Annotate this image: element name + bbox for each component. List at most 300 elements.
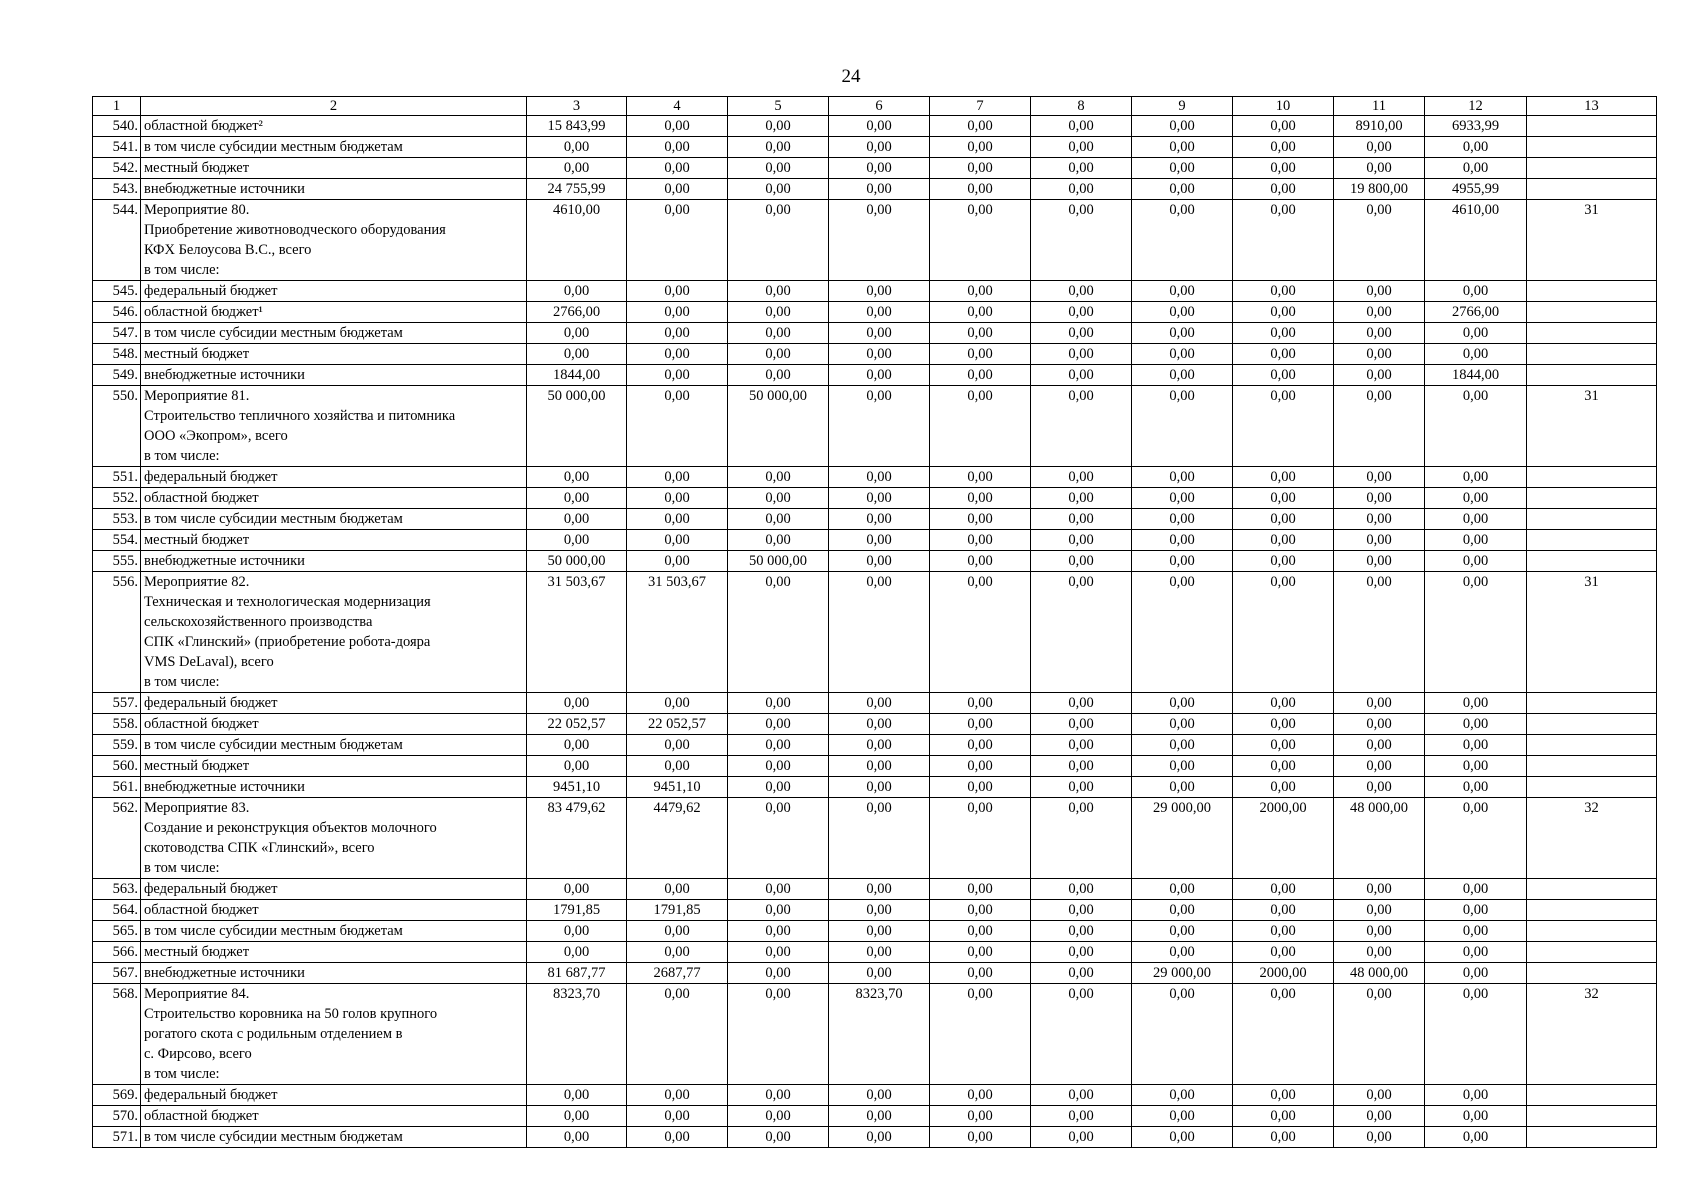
value-cell-col-12: 0,00 — [1425, 488, 1527, 509]
value-cell-col-8: 0,00 — [1031, 714, 1132, 735]
value-cell-col-10: 0,00 — [1233, 693, 1334, 714]
value-cell-col-11: 0,00 — [1334, 488, 1425, 509]
row-title: федеральный бюджет — [141, 281, 527, 302]
value-cell-col-6: 0,00 — [829, 798, 930, 879]
value-cell-col-10: 0,00 — [1233, 365, 1334, 386]
value-cell-col-5: 0,00 — [728, 302, 829, 323]
value-cell-col-5: 0,00 — [728, 1106, 829, 1127]
value-cell-col-10: 0,00 — [1233, 735, 1334, 756]
value-cell-col-10: 0,00 — [1233, 900, 1334, 921]
table-row — [93, 963, 1657, 984]
row-number: 571. — [93, 1127, 141, 1148]
value-cell-col-6: 0,00 — [829, 1106, 930, 1127]
value-cell-col-3: 24 755,99 — [527, 179, 627, 200]
value-cell-col-7: 0,00 — [930, 714, 1031, 735]
value-cell-col-4: 0,00 — [627, 1127, 728, 1148]
value-cell-col-10: 0,00 — [1233, 714, 1334, 735]
value-cell-col-6: 0,00 — [829, 116, 930, 137]
value-cell-col-7: 0,00 — [930, 509, 1031, 530]
value-cell-col-8: 0,00 — [1031, 879, 1132, 900]
value-cell-col-12: 0,00 — [1425, 921, 1527, 942]
value-cell-col-4: 0,00 — [627, 158, 728, 179]
value-cell-col-3: 22 052,57 — [527, 714, 627, 735]
value-cell-col-10: 0,00 — [1233, 942, 1334, 963]
value-cell-col-10: 0,00 — [1233, 1085, 1334, 1106]
value-cell-col-13 — [1527, 302, 1657, 323]
value-cell-col-3: 0,00 — [527, 879, 627, 900]
value-cell-col-8: 0,00 — [1031, 942, 1132, 963]
value-cell-col-3: 0,00 — [527, 488, 627, 509]
column-header-3: 3 — [527, 97, 627, 116]
value-cell-col-3: 9451,10 — [527, 777, 627, 798]
value-cell-col-13 — [1527, 179, 1657, 200]
value-cell-col-3: 8323,70 — [527, 984, 627, 1085]
value-cell-col-11: 0,00 — [1334, 302, 1425, 323]
row-number: 569. — [93, 1085, 141, 1106]
value-cell-col-7: 0,00 — [930, 530, 1031, 551]
value-cell-col-11: 0,00 — [1334, 200, 1425, 281]
table-row — [93, 137, 1657, 158]
value-cell-col-7: 0,00 — [930, 1085, 1031, 1106]
row-title: областной бюджет² — [141, 116, 527, 137]
value-cell-col-6: 0,00 — [829, 963, 930, 984]
row-number: 563. — [93, 879, 141, 900]
value-cell-col-12: 4955,99 — [1425, 179, 1527, 200]
value-cell-col-3: 1844,00 — [527, 365, 627, 386]
table-row — [93, 179, 1657, 200]
value-cell-col-3: 81 687,77 — [527, 963, 627, 984]
value-cell-col-11: 0,00 — [1334, 509, 1425, 530]
value-cell-col-5: 0,00 — [728, 963, 829, 984]
value-cell-col-8: 0,00 — [1031, 798, 1132, 879]
table-row — [93, 530, 1657, 551]
value-cell-col-13 — [1527, 942, 1657, 963]
value-cell-col-12: 0,00 — [1425, 323, 1527, 344]
value-cell-col-11: 0,00 — [1334, 921, 1425, 942]
row-number: 551. — [93, 467, 141, 488]
value-cell-col-13 — [1527, 467, 1657, 488]
value-cell-col-13 — [1527, 281, 1657, 302]
value-cell-col-9: 0,00 — [1132, 714, 1233, 735]
value-cell-col-4: 0,00 — [627, 488, 728, 509]
value-cell-col-11: 0,00 — [1334, 572, 1425, 693]
value-cell-col-12: 0,00 — [1425, 386, 1527, 467]
value-cell-col-3: 0,00 — [527, 530, 627, 551]
value-cell-col-3: 83 479,62 — [527, 798, 627, 879]
value-cell-col-12: 0,00 — [1425, 281, 1527, 302]
row-number: 565. — [93, 921, 141, 942]
value-cell-col-4: 0,00 — [627, 942, 728, 963]
row-title: федеральный бюджет — [141, 1085, 527, 1106]
value-cell-col-12: 0,00 — [1425, 984, 1527, 1085]
value-cell-col-10: 0,00 — [1233, 137, 1334, 158]
table-row — [93, 281, 1657, 302]
value-cell-col-8: 0,00 — [1031, 693, 1132, 714]
value-cell-col-10: 0,00 — [1233, 756, 1334, 777]
table-row — [93, 777, 1657, 798]
value-cell-col-11: 0,00 — [1334, 735, 1425, 756]
value-cell-col-12: 0,00 — [1425, 963, 1527, 984]
value-cell-col-10: 0,00 — [1233, 158, 1334, 179]
value-cell-col-6: 0,00 — [829, 281, 930, 302]
value-cell-col-9: 0,00 — [1132, 302, 1233, 323]
value-cell-col-10: 0,00 — [1233, 116, 1334, 137]
value-cell-col-7: 0,00 — [930, 879, 1031, 900]
value-cell-col-9: 0,00 — [1132, 900, 1233, 921]
row-title: в том числе субсидии местным бюджетам — [141, 735, 527, 756]
value-cell-col-5: 50 000,00 — [728, 386, 829, 467]
value-cell-col-9: 0,00 — [1132, 179, 1233, 200]
table-row — [93, 488, 1657, 509]
value-cell-col-6: 0,00 — [829, 386, 930, 467]
row-title: внебюджетные источники — [141, 179, 527, 200]
value-cell-col-4: 0,00 — [627, 879, 728, 900]
table-row — [93, 879, 1657, 900]
value-cell-col-11: 0,00 — [1334, 879, 1425, 900]
value-cell-col-4: 0,00 — [627, 323, 728, 344]
value-cell-col-6: 0,00 — [829, 467, 930, 488]
row-title: областной бюджет¹ — [141, 302, 527, 323]
row-number: 557. — [93, 693, 141, 714]
row-number: 560. — [93, 756, 141, 777]
value-cell-col-6: 0,00 — [829, 735, 930, 756]
value-cell-col-8: 0,00 — [1031, 323, 1132, 344]
value-cell-col-12: 0,00 — [1425, 530, 1527, 551]
value-cell-col-7: 0,00 — [930, 984, 1031, 1085]
row-title: местный бюджет — [141, 158, 527, 179]
row-title: Мероприятие 81. Строительство тепличного хозяйства и питомника ООО «Экопром», всего в том числе: — [141, 386, 527, 467]
value-cell-col-10: 0,00 — [1233, 509, 1334, 530]
value-cell-col-9: 29 000,00 — [1132, 963, 1233, 984]
value-cell-col-4: 9451,10 — [627, 777, 728, 798]
value-cell-col-4: 0,00 — [627, 200, 728, 281]
value-cell-col-9: 0,00 — [1132, 1085, 1233, 1106]
value-cell-col-3: 15 843,99 — [527, 116, 627, 137]
value-cell-col-13: 31 — [1527, 200, 1657, 281]
value-cell-col-4: 0,00 — [627, 179, 728, 200]
value-cell-col-6: 0,00 — [829, 323, 930, 344]
value-cell-col-8: 0,00 — [1031, 921, 1132, 942]
table-row — [93, 302, 1657, 323]
value-cell-col-9: 0,00 — [1132, 509, 1233, 530]
value-cell-col-3: 0,00 — [527, 323, 627, 344]
value-cell-col-7: 0,00 — [930, 116, 1031, 137]
value-cell-col-4: 4479,62 — [627, 798, 728, 879]
value-cell-col-9: 0,00 — [1132, 137, 1233, 158]
value-cell-col-13 — [1527, 530, 1657, 551]
value-cell-col-13: 32 — [1527, 984, 1657, 1085]
value-cell-col-12: 0,00 — [1425, 942, 1527, 963]
value-cell-col-11: 0,00 — [1334, 1127, 1425, 1148]
column-header-5: 5 — [728, 97, 829, 116]
value-cell-col-8: 0,00 — [1031, 551, 1132, 572]
value-cell-col-3: 0,00 — [527, 693, 627, 714]
column-header-4: 4 — [627, 97, 728, 116]
table-row — [93, 551, 1657, 572]
value-cell-col-6: 0,00 — [829, 200, 930, 281]
row-title: федеральный бюджет — [141, 879, 527, 900]
value-cell-col-11: 0,00 — [1334, 467, 1425, 488]
value-cell-col-8: 0,00 — [1031, 1106, 1132, 1127]
value-cell-col-6: 0,00 — [829, 530, 930, 551]
value-cell-col-11: 0,00 — [1334, 693, 1425, 714]
value-cell-col-11: 0,00 — [1334, 714, 1425, 735]
table-body — [93, 116, 1657, 1148]
value-cell-col-4: 0,00 — [627, 365, 728, 386]
value-cell-col-4: 0,00 — [627, 467, 728, 488]
row-title: внебюджетные источники — [141, 777, 527, 798]
row-title: в том числе субсидии местным бюджетам — [141, 137, 527, 158]
row-number: 543. — [93, 179, 141, 200]
value-cell-col-5: 0,00 — [728, 488, 829, 509]
value-cell-col-5: 0,00 — [728, 344, 829, 365]
value-cell-col-3: 50 000,00 — [527, 551, 627, 572]
value-cell-col-3: 1791,85 — [527, 900, 627, 921]
row-number: 553. — [93, 509, 141, 530]
table-row — [93, 1085, 1657, 1106]
row-number: 545. — [93, 281, 141, 302]
value-cell-col-11: 0,00 — [1334, 137, 1425, 158]
value-cell-col-3: 0,00 — [527, 942, 627, 963]
value-cell-col-8: 0,00 — [1031, 777, 1132, 798]
value-cell-col-7: 0,00 — [930, 942, 1031, 963]
value-cell-col-13 — [1527, 756, 1657, 777]
value-cell-col-7: 0,00 — [930, 551, 1031, 572]
value-cell-col-11: 0,00 — [1334, 777, 1425, 798]
value-cell-col-7: 0,00 — [930, 365, 1031, 386]
table-row — [93, 921, 1657, 942]
row-number: 550. — [93, 386, 141, 467]
row-title: в том числе субсидии местным бюджетам — [141, 509, 527, 530]
column-header-8: 8 — [1031, 97, 1132, 116]
value-cell-col-4: 0,00 — [627, 509, 728, 530]
value-cell-col-12: 0,00 — [1425, 777, 1527, 798]
table-row — [93, 467, 1657, 488]
value-cell-col-3: 4610,00 — [527, 200, 627, 281]
value-cell-col-12: 0,00 — [1425, 467, 1527, 488]
value-cell-col-9: 0,00 — [1132, 879, 1233, 900]
value-cell-col-10: 0,00 — [1233, 200, 1334, 281]
value-cell-col-6: 0,00 — [829, 1127, 930, 1148]
value-cell-col-10: 0,00 — [1233, 344, 1334, 365]
row-number: 544. — [93, 200, 141, 281]
table-row — [93, 984, 1657, 1085]
value-cell-col-7: 0,00 — [930, 323, 1031, 344]
value-cell-col-10: 0,00 — [1233, 1106, 1334, 1127]
value-cell-col-12: 2766,00 — [1425, 302, 1527, 323]
value-cell-col-5: 0,00 — [728, 137, 829, 158]
value-cell-col-9: 0,00 — [1132, 942, 1233, 963]
value-cell-col-12: 0,00 — [1425, 756, 1527, 777]
value-cell-col-12: 0,00 — [1425, 1106, 1527, 1127]
value-cell-col-11: 0,00 — [1334, 1106, 1425, 1127]
value-cell-col-13 — [1527, 1085, 1657, 1106]
row-number: 568. — [93, 984, 141, 1085]
value-cell-col-8: 0,00 — [1031, 572, 1132, 693]
value-cell-col-4: 0,00 — [627, 693, 728, 714]
value-cell-col-12: 0,00 — [1425, 1085, 1527, 1106]
value-cell-col-5: 0,00 — [728, 1085, 829, 1106]
column-header-11: 11 — [1334, 97, 1425, 116]
value-cell-col-6: 0,00 — [829, 302, 930, 323]
row-number: 567. — [93, 963, 141, 984]
value-cell-col-5: 0,00 — [728, 879, 829, 900]
value-cell-col-11: 0,00 — [1334, 900, 1425, 921]
value-cell-col-6: 0,00 — [829, 693, 930, 714]
value-cell-col-6: 0,00 — [829, 756, 930, 777]
value-cell-col-5: 0,00 — [728, 1127, 829, 1148]
value-cell-col-3: 0,00 — [527, 1106, 627, 1127]
value-cell-col-9: 0,00 — [1132, 488, 1233, 509]
value-cell-col-3: 0,00 — [527, 158, 627, 179]
value-cell-col-10: 0,00 — [1233, 179, 1334, 200]
value-cell-col-4: 0,00 — [627, 735, 728, 756]
value-cell-col-3: 0,00 — [527, 756, 627, 777]
value-cell-col-5: 0,00 — [728, 572, 829, 693]
value-cell-col-8: 0,00 — [1031, 179, 1132, 200]
value-cell-col-12: 0,00 — [1425, 137, 1527, 158]
value-cell-col-8: 0,00 — [1031, 1085, 1132, 1106]
value-cell-col-5: 0,00 — [728, 467, 829, 488]
value-cell-col-8: 0,00 — [1031, 365, 1132, 386]
value-cell-col-10: 0,00 — [1233, 777, 1334, 798]
value-cell-col-8: 0,00 — [1031, 467, 1132, 488]
value-cell-col-10: 0,00 — [1233, 281, 1334, 302]
row-title: областной бюджет — [141, 900, 527, 921]
value-cell-col-8: 0,00 — [1031, 200, 1132, 281]
table-row — [93, 756, 1657, 777]
value-cell-col-10: 2000,00 — [1233, 963, 1334, 984]
value-cell-col-4: 1791,85 — [627, 900, 728, 921]
value-cell-col-12: 0,00 — [1425, 551, 1527, 572]
value-cell-col-8: 0,00 — [1031, 386, 1132, 467]
row-title: местный бюджет — [141, 756, 527, 777]
value-cell-col-3: 0,00 — [527, 735, 627, 756]
value-cell-col-9: 0,00 — [1132, 365, 1233, 386]
value-cell-col-9: 0,00 — [1132, 323, 1233, 344]
value-cell-col-7: 0,00 — [930, 921, 1031, 942]
value-cell-col-8: 0,00 — [1031, 158, 1132, 179]
value-cell-col-6: 0,00 — [829, 179, 930, 200]
value-cell-col-10: 2000,00 — [1233, 798, 1334, 879]
value-cell-col-13 — [1527, 551, 1657, 572]
value-cell-col-11: 0,00 — [1334, 344, 1425, 365]
value-cell-col-7: 0,00 — [930, 1106, 1031, 1127]
column-header-6: 6 — [829, 97, 930, 116]
value-cell-col-9: 0,00 — [1132, 1127, 1233, 1148]
value-cell-col-13 — [1527, 488, 1657, 509]
value-cell-col-5: 0,00 — [728, 158, 829, 179]
value-cell-col-8: 0,00 — [1031, 488, 1132, 509]
value-cell-col-9: 0,00 — [1132, 158, 1233, 179]
row-number: 561. — [93, 777, 141, 798]
value-cell-col-7: 0,00 — [930, 900, 1031, 921]
table-row — [93, 116, 1657, 137]
value-cell-col-7: 0,00 — [930, 572, 1031, 693]
value-cell-col-8: 0,00 — [1031, 344, 1132, 365]
value-cell-col-6: 0,00 — [829, 777, 930, 798]
value-cell-col-6: 0,00 — [829, 158, 930, 179]
value-cell-col-7: 0,00 — [930, 344, 1031, 365]
row-number: 558. — [93, 714, 141, 735]
value-cell-col-7: 0,00 — [930, 777, 1031, 798]
value-cell-col-3: 0,00 — [527, 1085, 627, 1106]
value-cell-col-9: 0,00 — [1132, 693, 1233, 714]
value-cell-col-7: 0,00 — [930, 735, 1031, 756]
table-row — [93, 323, 1657, 344]
value-cell-col-3: 0,00 — [527, 137, 627, 158]
value-cell-col-6: 0,00 — [829, 488, 930, 509]
value-cell-col-9: 0,00 — [1132, 200, 1233, 281]
value-cell-col-11: 0,00 — [1334, 281, 1425, 302]
value-cell-col-4: 31 503,67 — [627, 572, 728, 693]
value-cell-col-7: 0,00 — [930, 386, 1031, 467]
value-cell-col-5: 0,00 — [728, 735, 829, 756]
value-cell-col-9: 0,00 — [1132, 1106, 1233, 1127]
value-cell-col-4: 0,00 — [627, 116, 728, 137]
value-cell-col-6: 0,00 — [829, 551, 930, 572]
value-cell-col-13: 31 — [1527, 386, 1657, 467]
value-cell-col-3: 31 503,67 — [527, 572, 627, 693]
value-cell-col-9: 0,00 — [1132, 756, 1233, 777]
row-number: 547. — [93, 323, 141, 344]
value-cell-col-10: 0,00 — [1233, 386, 1334, 467]
value-cell-col-5: 0,00 — [728, 798, 829, 879]
value-cell-col-7: 0,00 — [930, 467, 1031, 488]
budget-table — [92, 96, 1657, 1148]
table-row — [93, 942, 1657, 963]
value-cell-col-6: 0,00 — [829, 942, 930, 963]
row-number: 552. — [93, 488, 141, 509]
value-cell-col-3: 0,00 — [527, 509, 627, 530]
row-number: 559. — [93, 735, 141, 756]
column-header-13: 13 — [1527, 97, 1657, 116]
value-cell-col-3: 0,00 — [527, 467, 627, 488]
row-title: областной бюджет — [141, 488, 527, 509]
row-number: 548. — [93, 344, 141, 365]
value-cell-col-13 — [1527, 344, 1657, 365]
value-cell-col-8: 0,00 — [1031, 756, 1132, 777]
value-cell-col-3: 0,00 — [527, 1127, 627, 1148]
value-cell-col-13 — [1527, 1127, 1657, 1148]
value-cell-col-6: 0,00 — [829, 572, 930, 693]
value-cell-col-8: 0,00 — [1031, 509, 1132, 530]
table-row — [93, 1106, 1657, 1127]
value-cell-col-8: 0,00 — [1031, 137, 1132, 158]
value-cell-col-5: 0,00 — [728, 714, 829, 735]
value-cell-col-9: 0,00 — [1132, 467, 1233, 488]
column-header-7: 7 — [930, 97, 1031, 116]
value-cell-col-11: 0,00 — [1334, 551, 1425, 572]
value-cell-col-8: 0,00 — [1031, 281, 1132, 302]
value-cell-col-6: 0,00 — [829, 365, 930, 386]
value-cell-col-4: 0,00 — [627, 756, 728, 777]
value-cell-col-7: 0,00 — [930, 756, 1031, 777]
row-number: 566. — [93, 942, 141, 963]
column-header-1: 1 — [93, 97, 141, 116]
value-cell-col-13 — [1527, 777, 1657, 798]
value-cell-col-11: 0,00 — [1334, 323, 1425, 344]
value-cell-col-12: 0,00 — [1425, 572, 1527, 693]
column-header-2: 2 — [141, 97, 527, 116]
value-cell-col-7: 0,00 — [930, 281, 1031, 302]
value-cell-col-5: 0,00 — [728, 693, 829, 714]
value-cell-col-11: 0,00 — [1334, 158, 1425, 179]
value-cell-col-10: 0,00 — [1233, 302, 1334, 323]
value-cell-col-10: 0,00 — [1233, 323, 1334, 344]
value-cell-col-7: 0,00 — [930, 179, 1031, 200]
row-number: 540. — [93, 116, 141, 137]
